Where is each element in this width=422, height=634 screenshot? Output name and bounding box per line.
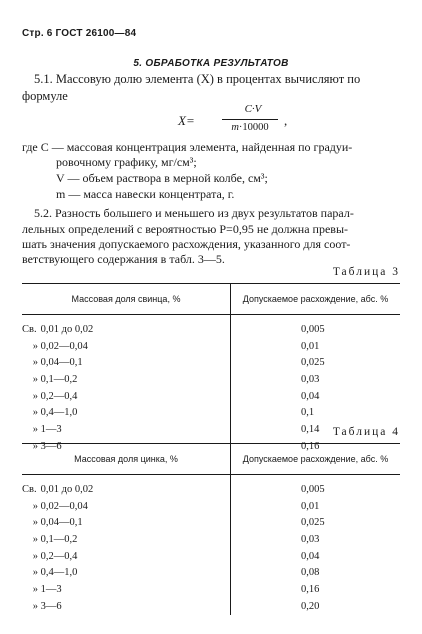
table-3-header-col2: Допускаемое расхождение, абс. % xyxy=(231,284,401,315)
table-cell-range xyxy=(22,371,231,388)
row-range: 0,1—0,2 xyxy=(40,533,78,545)
table-cell-range xyxy=(22,548,231,565)
table-cell-value: 0,01 xyxy=(301,500,320,512)
row-prefix: Св. xyxy=(22,323,37,335)
paragraph-5-2-line-3: шать значения допускаемого расхождения, указанного для соот- xyxy=(22,237,351,251)
row-range: 0,1—0,2 xyxy=(40,373,78,385)
row-prefix: » xyxy=(32,550,38,562)
row-range: 0,01 до 0,02 xyxy=(40,323,94,335)
table-cell-range xyxy=(22,404,231,421)
table-4-header-col1: Массовая доля цинка, % xyxy=(22,444,231,475)
table-cell-value: 0,04 xyxy=(301,550,320,562)
row-range: 3—6 xyxy=(40,600,62,612)
table-4-caption: Таблица 4 xyxy=(332,426,400,438)
paragraph-5-1-line-1: 5.1. Массовую долю элемента (X) в процентах вычисляют по xyxy=(34,72,361,86)
formula-numerator: C·V xyxy=(244,103,262,115)
table-cell-value: 0,14 xyxy=(301,423,320,435)
row-range: 0,4—1,0 xyxy=(40,407,78,419)
row-prefix: » xyxy=(32,440,38,452)
table-cell-value: 0,04 xyxy=(301,390,320,402)
row-range: 0,2—0,4 xyxy=(40,550,78,562)
table-cell-value: 0,1 xyxy=(301,407,315,419)
table-3-header-col1: Массовая доля свинца, % xyxy=(22,284,231,315)
fraction-bar xyxy=(222,119,278,120)
section-title: 5. ОБРАБОТКА РЕЗУЛЬТАТОВ xyxy=(133,58,289,69)
definition-line-3: V — объем раствора в мерной колбе, см³; xyxy=(56,171,268,185)
formula-comma: , xyxy=(284,113,288,128)
row-range: 0,4—1,0 xyxy=(40,567,78,579)
table-row xyxy=(22,548,400,565)
table-cell-value: 0,16 xyxy=(301,440,320,452)
table-row xyxy=(22,404,400,421)
row-prefix: » xyxy=(32,517,38,529)
table-row xyxy=(22,498,400,515)
denominator-variable: m xyxy=(231,122,239,133)
table-cell-range xyxy=(22,315,231,338)
table-row xyxy=(22,598,400,615)
row-prefix: » xyxy=(32,340,38,352)
table-cell-range xyxy=(22,388,231,405)
row-prefix: » xyxy=(32,567,38,579)
paragraph-5-2-line-1: 5.2. Разность большего и меньшего из двух результатов парал- xyxy=(34,206,354,220)
row-range: 3—6 xyxy=(40,440,62,452)
row-prefix: Св. xyxy=(22,483,37,495)
formula-lhs: X= xyxy=(178,113,195,128)
row-prefix: » xyxy=(32,500,38,512)
table-cell-value: 0,01 xyxy=(301,340,320,352)
row-prefix: » xyxy=(32,373,38,385)
table-cell-range xyxy=(22,354,231,371)
table-cell-range xyxy=(22,338,231,355)
table-cell-range xyxy=(22,475,231,498)
formula-denominator xyxy=(220,122,280,133)
table-row xyxy=(22,564,400,581)
table-cell-value: 0,03 xyxy=(301,373,320,385)
table-row xyxy=(22,475,400,498)
paragraph-5-2-line-4: ветствующего содержания в табл. 3—5. xyxy=(22,252,225,266)
table-row xyxy=(22,338,400,355)
table-cell-range xyxy=(22,531,231,548)
row-range: 1—3 xyxy=(40,583,62,595)
table-cell-range xyxy=(22,514,231,531)
table-cell-value: 0,03 xyxy=(301,533,320,545)
paragraph-5-1-line-2: формуле xyxy=(22,89,68,103)
table-cell-value: 0,005 xyxy=(301,323,325,335)
table-row xyxy=(22,581,400,598)
table-cell-value: 0,005 xyxy=(301,483,325,495)
row-prefix: » xyxy=(32,533,38,545)
table-row xyxy=(22,315,400,338)
paragraph-5-2-line-2: лельных определений с вероятностью P=0,95 не должна превы- xyxy=(22,222,349,236)
row-range: 0,02—0,04 xyxy=(40,500,88,512)
row-range: 0,01 до 0,02 xyxy=(40,483,94,495)
definition-line-1: где C — массовая концентрация элемента, найденная по градуи- xyxy=(22,140,353,154)
definition-line-4: m — масса навески концентрата, г. xyxy=(56,187,235,201)
row-prefix: » xyxy=(32,390,38,402)
row-prefix: » xyxy=(32,600,38,612)
row-prefix: » xyxy=(32,583,38,595)
table-row xyxy=(22,354,400,371)
table-cell-range xyxy=(22,498,231,515)
table-cell-range xyxy=(22,421,231,438)
table-cell-value: 0,16 xyxy=(301,583,320,595)
table-cell-range xyxy=(22,581,231,598)
table-row xyxy=(22,531,400,548)
table-row xyxy=(22,371,400,388)
table-cell-range xyxy=(22,598,231,615)
table-cell-value: 0,20 xyxy=(301,600,320,612)
definition-line-2: ровочному графику, мг/см³; xyxy=(56,155,197,169)
table-cell-value: 0,08 xyxy=(301,567,320,579)
page-header: Стр. 6 ГОСТ 26100—84 xyxy=(22,28,137,39)
row-range: 0,02—0,04 xyxy=(40,340,88,352)
row-prefix: » xyxy=(32,423,38,435)
row-prefix: » xyxy=(32,357,38,369)
formula xyxy=(178,103,288,139)
table-row xyxy=(22,514,400,531)
row-prefix: » xyxy=(32,407,38,419)
table-cell-value: 0,025 xyxy=(301,517,325,529)
table-cell-value: 0,025 xyxy=(301,357,325,369)
table-row xyxy=(22,388,400,405)
table-3-caption: Таблица 3 xyxy=(332,266,400,278)
table-cell-range xyxy=(22,564,231,581)
row-range: 1—3 xyxy=(40,423,62,435)
row-range: 0,04—0,1 xyxy=(40,357,83,369)
row-range: 0,04—0,1 xyxy=(40,517,83,529)
table-4 xyxy=(22,440,400,615)
table-4-header-col2: Допускаемое расхождение, абс. % xyxy=(231,444,401,475)
row-range: 0,2—0,4 xyxy=(40,390,78,402)
denominator-rest: ·10000 xyxy=(238,122,269,133)
